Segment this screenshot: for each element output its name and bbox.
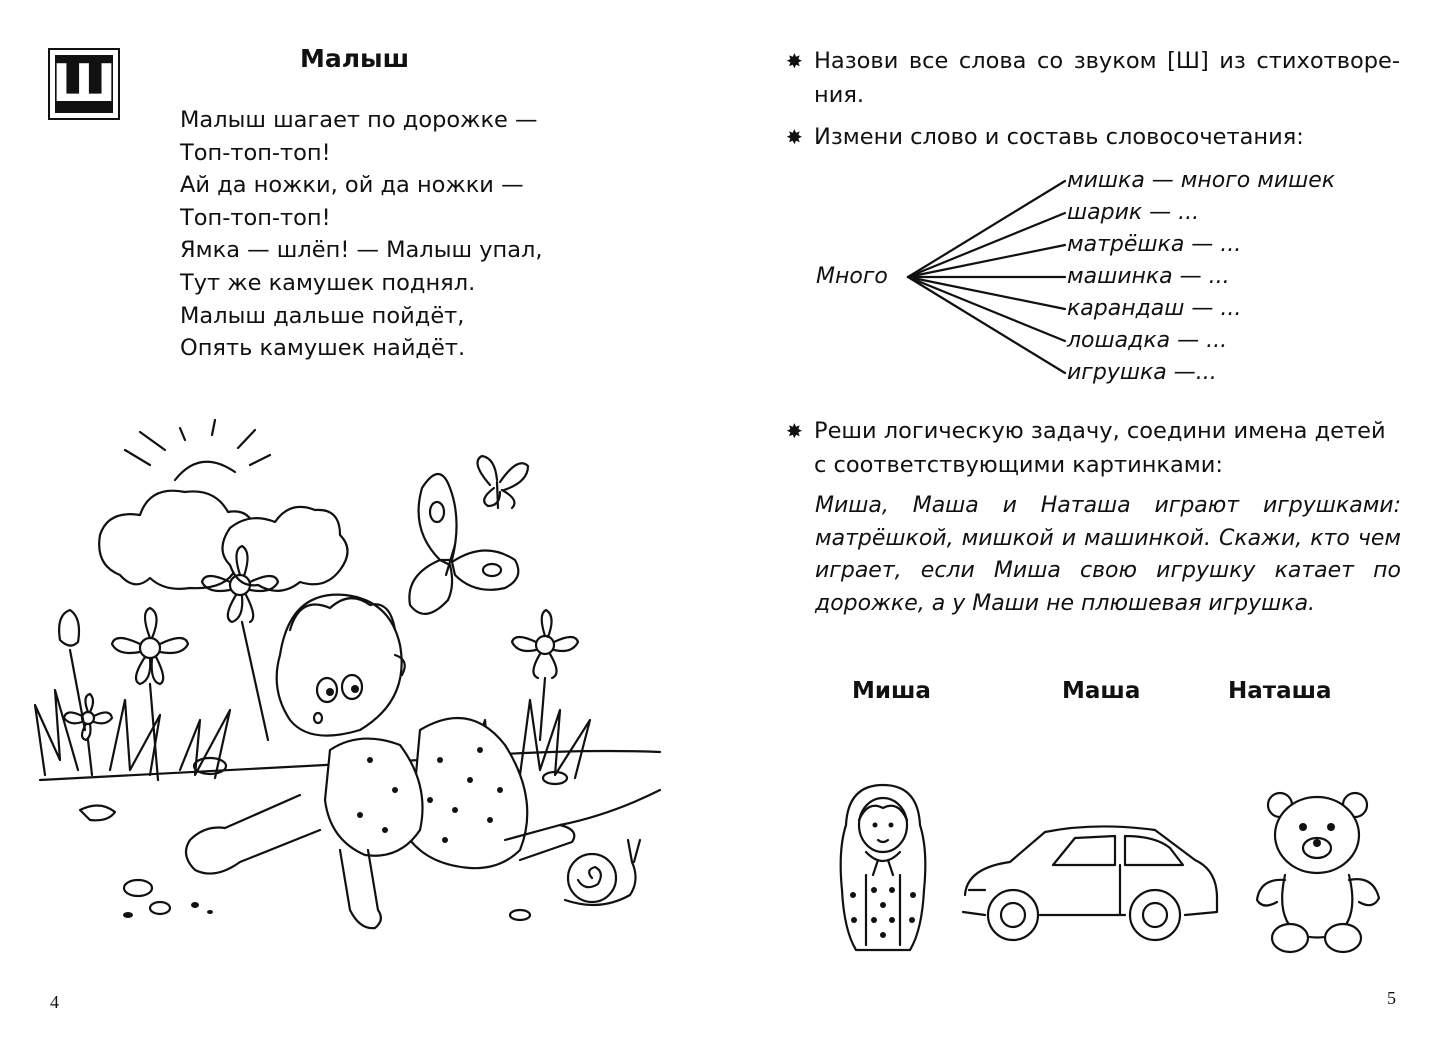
poem-line: Малыш шагает по дорожке — [180,107,538,133]
task-2-text: Измени слово и составь словосочетания: [814,124,1304,150]
word-pair: игрушка —... [1067,360,1217,385]
toddler-crawling-illustration [0,400,660,960]
car-picture[interactable] [955,820,1225,950]
root-word: Много [816,264,888,289]
sun-rays [125,420,270,465]
teddy-bear-picture[interactable] [1245,790,1395,960]
letter-box [48,48,120,120]
page-number-right: 5 [1387,988,1396,1008]
word-fan-lines [890,160,1090,400]
matryoshka-picture[interactable] [828,780,938,955]
task-3-text: Реши логическую задачу, соедини имена детей с соответствующими картинками: [814,418,1386,478]
letter-sh: Ш [51,54,117,114]
star-bullet-icon: ✸ [786,49,803,73]
name-natasha[interactable]: Наташа [1228,678,1332,704]
task-1 [786,44,1400,112]
poem [180,104,543,365]
snail [565,840,640,905]
logic-problem-text: Миша, Маша и Наташа играют игрушками: матрёшкой, мишкой и машинкой. Скажи, кто чем играет, если Миша свою игрушку катает по дорожке, а у Маши не плюшевая игрушка. [815,493,1401,616]
small-butterfly [478,456,529,508]
poem-line: Ямка — шлёп! — Малыш упал, [180,237,543,264]
poem-line: Ай да ножки, ой да ножки — [180,172,524,199]
star-bullet-icon: ✸ [786,419,803,443]
star-bullet-icon: ✸ [786,125,803,149]
page-number-left: 4 [50,992,59,1012]
poem-title: Малыш [300,44,410,73]
flower-small-left [64,694,112,775]
task-2 [786,120,1400,154]
word-pair: мишка — много мишек [1067,168,1336,193]
poem-line: Опять камушек найдёт. [180,335,466,362]
poem-line: Топ-топ-топ! [180,139,331,166]
task-3 [786,414,1400,482]
name-masha[interactable]: Маша [1062,678,1141,704]
poem-line: Малыш дальше пойдёт, [180,302,465,329]
flower-daisy-right [512,610,578,740]
word-pair: карандаш — ... [1067,296,1242,321]
toddler [186,595,574,929]
word-pair: машинка — ... [1067,264,1230,289]
word-pair: матрёшка — ... [1067,232,1242,257]
poem-line: Топ-топ-топ! [180,204,331,231]
task-1-text: Назови все слова со звуком [Ш] из стихотворе-ния. [814,48,1400,108]
word-pair: лошадка — ... [1067,328,1228,353]
flower-daisy-left [112,608,188,780]
poem-line: Тут же камушек поднял. [180,269,476,296]
large-butterfly [409,474,518,614]
word-pair: шарик — ... [1067,200,1200,225]
name-misha[interactable]: Миша [852,678,931,704]
